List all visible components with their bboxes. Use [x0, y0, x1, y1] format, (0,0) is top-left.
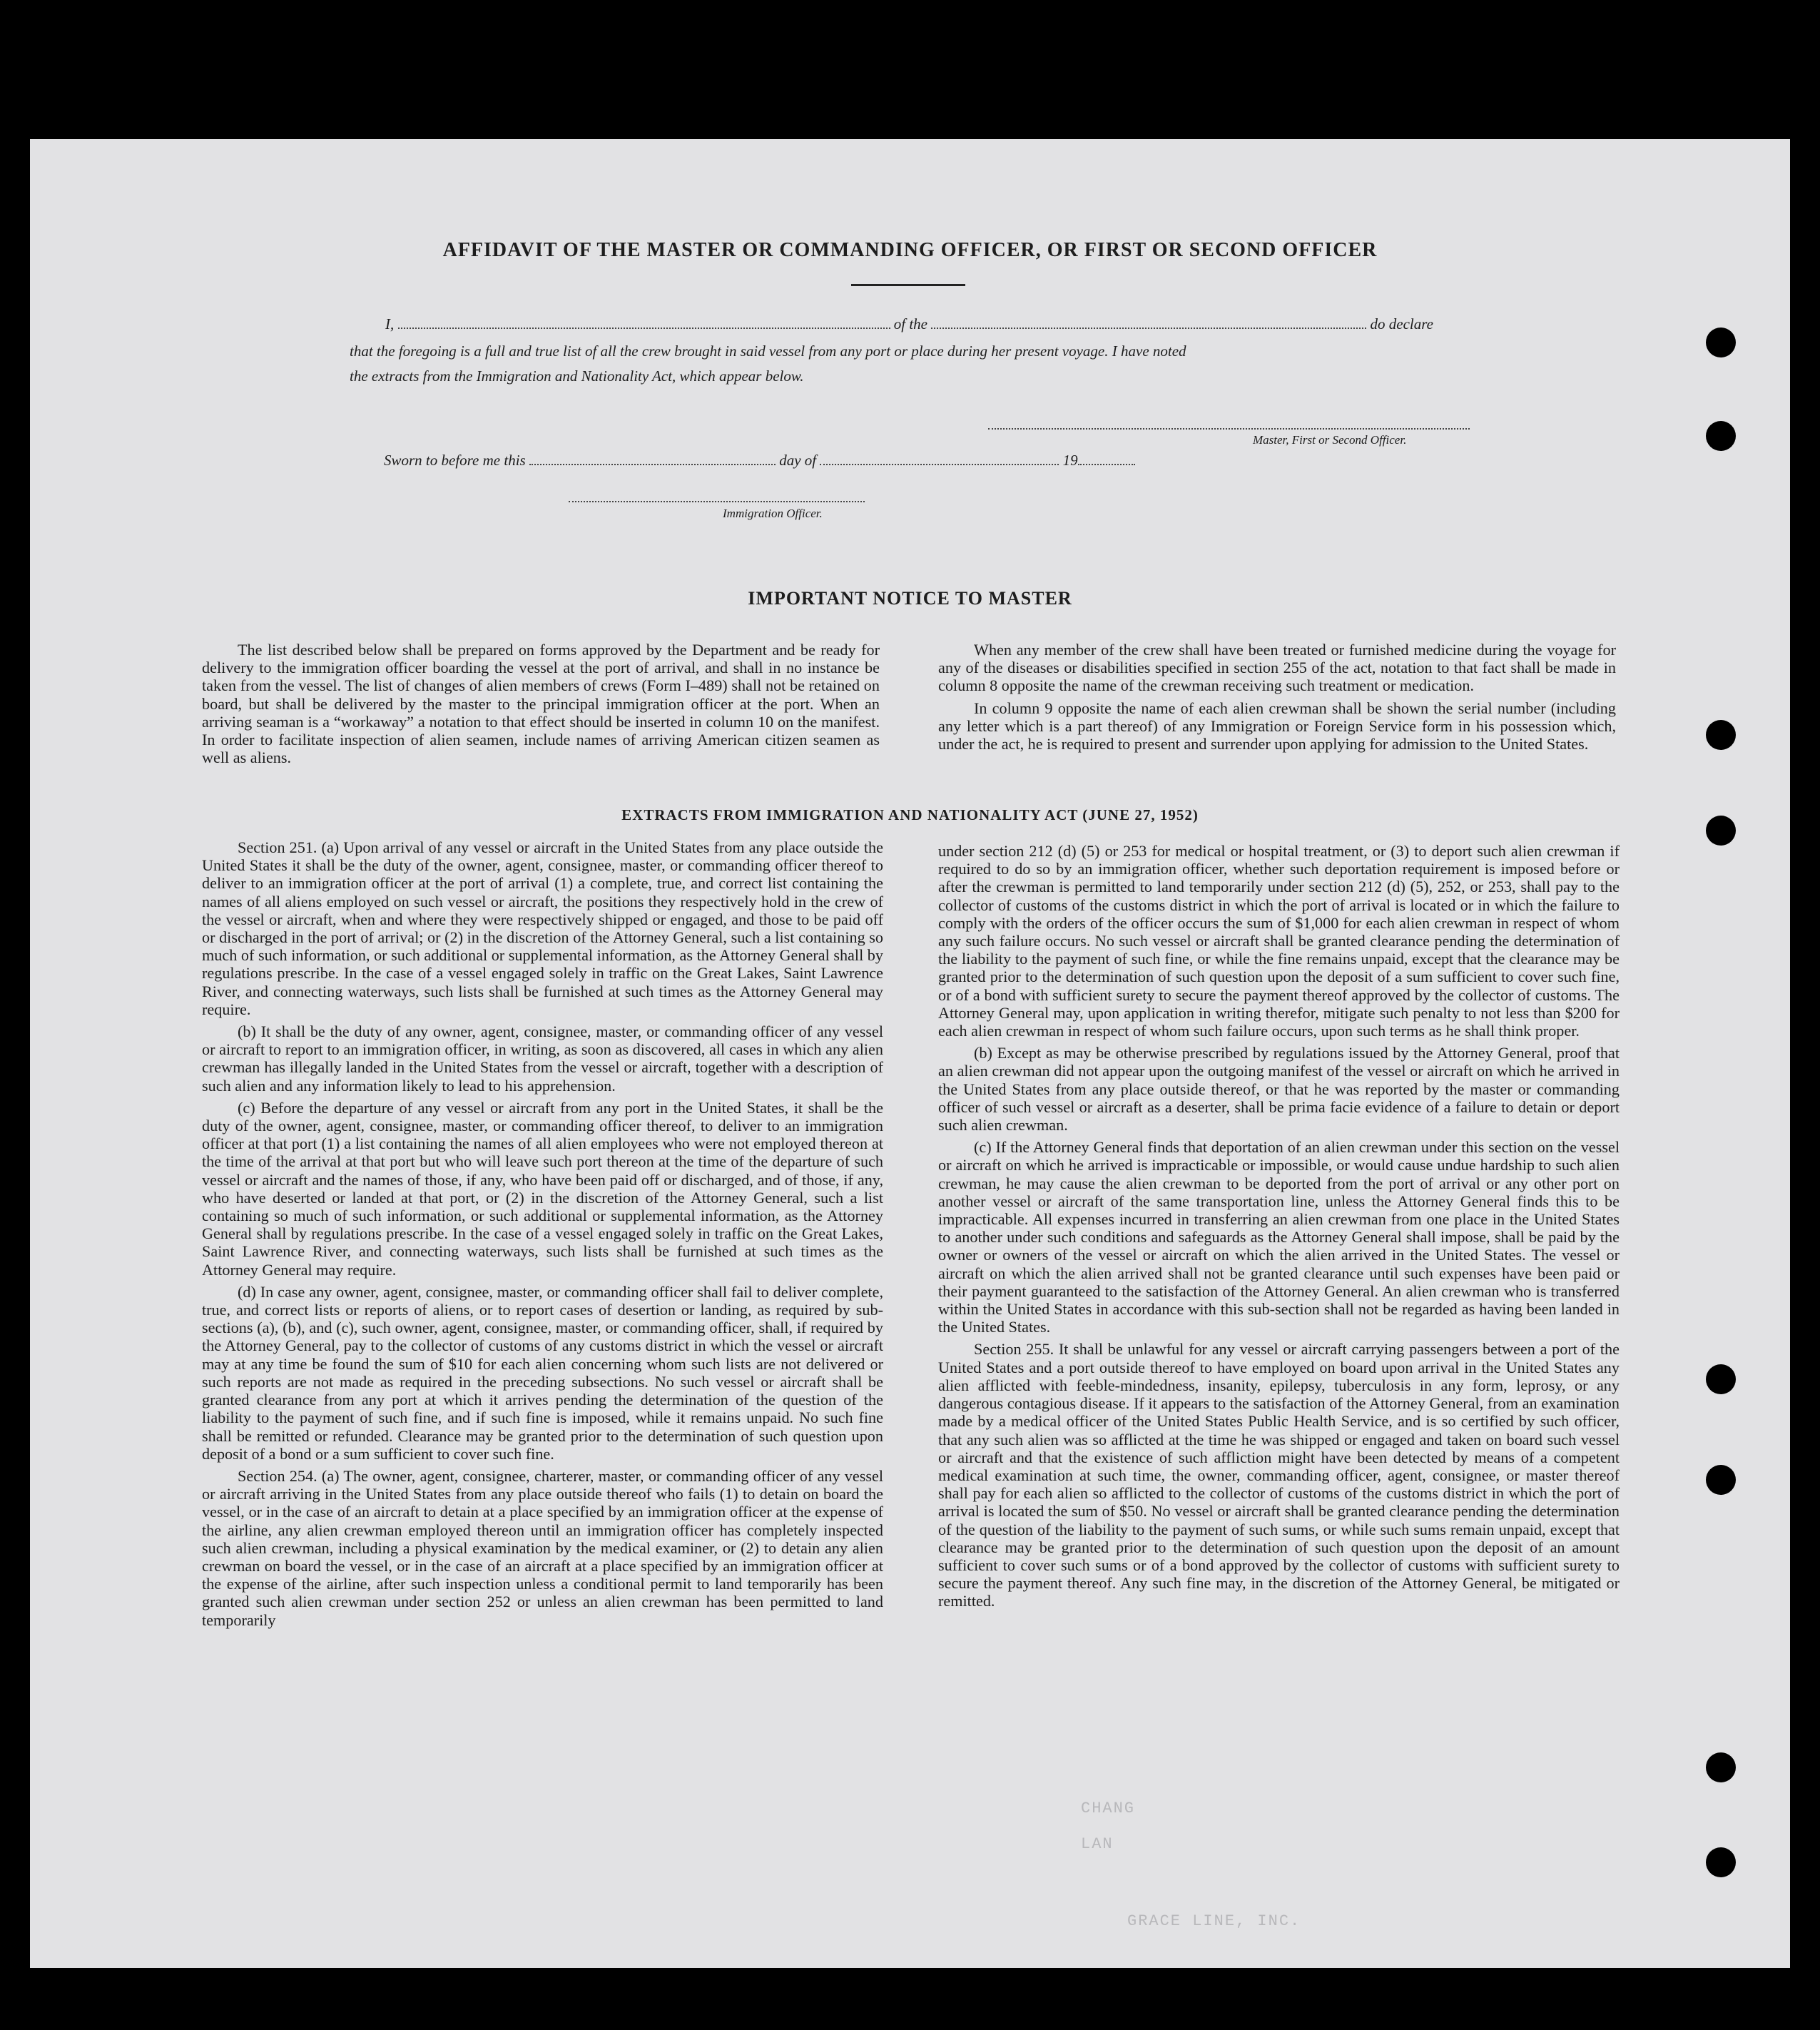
extract-paragraph: Section 255. It shall be unlawful for any vessel or aircraft carrying passengers between a port of the United States and a port outside thereof to have employed on board upon arrival in the United States any alien afflicted with feeble-mindedness, insanity, epilepsy, tuberculosis in any form, leprosy, or any dangerous contagious disease. If it appears to the satisfaction of the Attorney General, from an examination made by a medical officer of the United States Public Health Service, and is so certified by such officer, that any such alien was so afflicted at the time he was shipped or engaged and taken on board such vessel or aircraft and that the existence of such affliction might have been detected by means of a competent medical examination at such time, the owner, commanding officer, agent, consignee, or master thereof shall pay for each alien so afflicted to the collector of customs of the customs district in which the port of arrival is located the sum of $50. No vessel or aircraft shall be granted clearance pending the determination of the question of the liability to the payment of such sums, or while such sums remain unpaid, except that clearance may be granted prior to the determination of such question upon the deposit of an amount sufficient to cover such sums or of a bond approved by the collector of customs with sufficient surety to secure the payment thereof. Any such fine may, in the discretion of the Attorney General, be mitigated or remitted.: [938, 1340, 1620, 1610]
extract-paragraph: (d) In case any owner, agent, consignee, master, or commanding officer shall fail to deliver complete, true, and correct lists or reports of aliens, or to report cases of desertion or landing, as required by sub-sections (a), (b), and (c), such owner, agent, consignee, master, or commanding officer, shall, if required by the Attorney General, pay to the collector of customs of any customs district in which the vessel or aircraft may at any time be found the sum of $10 for each alien concerning whom such lists are not delivered or such reports are not made as required in the preceding subsections. No such vessel or aircraft shall be granted clearance from any port at which it arrives pending the determination of the question of the liability to the payment of such fine, and if such fine is imposed, while it remains unpaid. No such fine shall be remitted or refunded. Clearance may be granted prior to the determination of such question upon deposit of a bond or a sum sufficient to cover such fine.: [202, 1282, 883, 1463]
affidavit-title: AFFIDAVIT OF THE MASTER OR COMMANDING OFFICER, OR FIRST OR SECOND OFFICER: [442, 239, 1378, 261]
sworn-year-field[interactable]: [1078, 464, 1135, 465]
binder-hole: [1706, 1752, 1736, 1782]
binder-hole: [1706, 1364, 1736, 1394]
sworn-label: Sworn to before me this: [384, 452, 526, 469]
i-label: I,: [385, 315, 395, 333]
show-through-text: LAN: [1081, 1835, 1114, 1853]
title-rule: [851, 284, 965, 286]
master-signature-label: Master, First or Second Officer.: [1253, 433, 1407, 447]
notice-title: IMPORTANT NOTICE TO MASTER: [748, 588, 1072, 609]
notice-paragraph: In column 9 opposite the name of each alien crewman shall be shown the serial number (including any letter which is a part thereof) of any Immigration or Foreign Service form in his possession which, under the act, he is required to present and surrender upon applying for admission to the United States.: [938, 699, 1616, 753]
extracts-title: EXTRACTS FROM IMMIGRATION AND NATIONALITY ACT (JUNE 27, 1952): [621, 806, 1199, 823]
day-of-label: day of: [779, 452, 817, 469]
master-signature-field[interactable]: [988, 420, 1470, 430]
extracts-left-column: [202, 838, 883, 1633]
notice-paragraph: When any member of the crew shall have been treated or furnished medicine during the voyage for any of the diseases or disabilities specified in section 255 of the act, notation to that fact shall be made in column 8 opposite the name of the crewman receiving such treatment or medication.: [938, 641, 1616, 695]
extract-paragraph: Section 251. (a) Upon arrival of any vessel or aircraft in the United States from any place outside the United States it shall be the duty of the owner, agent, consignee, master, or commanding officer thereof to deliver to an immigration officer at the port of arrival (1) a complete, true, and correct list containing the names of all aliens employed on such vessel or aircraft, the positions they respectively hold in the crew of the vessel or aircraft, when and where they were respectively shipped or engaged, and those to be paid off or discharged in the port of arrival; or (2) in the discretion of the Attorney General, such a list containing so much of such information, or such additional or supplemental information, as the Attorney General shall by regulations prescribe. In the case of a vessel engaged solely in traffic on the Great Lakes, Saint Lawrence River, and connecting waterways, such lists shall be furnished at such times as the Attorney General may require.: [202, 838, 883, 1018]
officer-signature-label: Immigration Officer.: [723, 507, 823, 520]
do-declare-label: do declare: [1370, 315, 1433, 333]
vessel-name-field[interactable]: [931, 328, 1366, 329]
extract-paragraph: Section 254. (a) The owner, agent, consignee, charterer, master, or commanding officer of any vessel or aircraft arriving in the United States from any place outside thereof who fails (1) to detain on board the vessel, or in the case of an aircraft to detain at a place specified by an immigration officer at the expense of the airline, any alien crewman employed thereon until an immigration officer has completely inspected such alien crewman, including a physical examination by the medical examiner, or (2) to detain any alien crewman on board the vessel, or in the case of an aircraft at a place specified by an immigration officer at the expense of the airline, after such inspection unless a conditional permit to land temporarily has been granted such alien crewman under section 252 or unless an alien crewman has been permitted to land temporarily: [202, 1466, 883, 1629]
show-through-text: CHANG: [1081, 1800, 1136, 1817]
sworn-line: [384, 452, 1135, 470]
extract-paragraph: (c) Before the departure of any vessel or aircraft from any port in the United States, it shall be the duty of the owner, agent, consignee, master, or commanding officer thereof, to deliver to an immigration officer at that port (1) a list containing the names of all alien employees who were not employed thereon at the time of the arrival at that port but who will leave such port thereon at the time of the departure of such vessel or aircraft and the names of those, if any, who have been paid off or discharged, and of those, if any, who have deserted or landed at that port, or (2) in the discretion of the Attorney General, such a list containing so much of such information, or such additional or supplemental information, as the Attorney General shall by regulations prescribe. In the case of a vessel engaged solely in traffic on the Great Lakes, Saint Lawrence River, and connecting waterways, such lists shall be furnished at such times as the Attorney General may require.: [202, 1098, 883, 1279]
officer-signature-field[interactable]: [569, 492, 865, 502]
notice-paragraph: The list described below shall be prepared on forms approved by the Department and be ready for delivery to the immigration officer boarding the vessel at the port of arrival, and shall in no instance be taken from the vessel. The list of changes of alien members of crews (Form I–489) shall not be retained on board, but shall be delivered by the master to the principal immigration officer at the port. When an arriving seaman is a “workaway” a notation to that effect should be inserted in column 10 on the manifest. In order to facilitate inspection of alien seamen, include names of arriving American citizen seamen as well as aliens.: [202, 641, 880, 767]
extract-paragraph: (b) It shall be the duty of any owner, agent, consignee, master, or commanding officer of any vessel or aircraft to report to an immigration officer, in writing, as soon as discovered, all cases in which any alien crewman has illegally landed in the United States from the vessel or aircraft, together with a description of such alien and any information likely to lead to his apprehension.: [202, 1022, 883, 1095]
extract-paragraph: under section 212 (d) (5) or 253 for medical or hospital treatment, or (3) to deport such alien crewman if required to do so by an immigration officer, whether such deportation requirement is imposed before or after the crewman is permitted to land temporarily under section 212 (d) (5), 252, or 253, shall pay to the collector of customs of the customs district in which the port of arrival is located or in which the failure to comply with the orders of the officer occurs the sum of $1,000 for each alien crewman in respect of whom any such failure occurs. No such vessel or aircraft shall be granted clearance pending the determination of the liability to the payment of such fine, or while the fine remains unpaid, except that the clearance may be granted prior to the determination of such question upon the deposit of a sum sufficient to cover such fine, or of a bond with sufficient surety to secure the payment thereof approved by the collector of customs. The Attorney General may, upon application in writing therefor, mitigate such penalty to not less than $200 for each alien crewman in respect of whom such failure occurs, upon such terms as he shall think proper.: [938, 842, 1620, 1040]
declarant-name-field[interactable]: [398, 328, 890, 329]
of-the-label: of the: [893, 315, 927, 333]
notice-left-column: [202, 641, 880, 771]
extract-paragraph: (c) If the Attorney General finds that deportation of an alien crewman under this section on the vessel or aircraft on which he arrived is impracticable or impossible, or would cause undue hardship to such alien crewman, he may cause the alien crewman to be deported from the port of arrival or any other port on another vessel or aircraft of the same transportation line, unless the Attorney General finds this to be impracticable. All expenses incurred in transferring an alien crewman from one place in the United States to another under such conditions and safeguards as the Attorney General shall impose, shall be paid by the owner or owners of the vessel or aircraft on which the alien arrived in the United States. The vessel or aircraft on which the alien arrived shall not be granted clearance until such expenses have been paid or their payment guaranteed to the satisfaction of the Attorney General. An alien crewman who is transferred within the United States in accordance with this sub-section shall not be regarded as having been landed in the United States.: [938, 1138, 1620, 1336]
binder-hole: [1706, 720, 1736, 750]
binder-hole: [1706, 1847, 1736, 1877]
notice-right-column: [938, 641, 1616, 757]
declaration-line: [385, 315, 1470, 333]
year-prefix: 19: [1062, 452, 1078, 469]
sworn-day-field[interactable]: [529, 464, 776, 465]
declaration-statement-2: the extracts from the Immigration and Nationality Act, which appear below.: [350, 367, 804, 385]
show-through-text: GRACE LINE, INC.: [1127, 1912, 1301, 1930]
binder-hole: [1706, 1465, 1736, 1495]
extracts-right-column: [938, 842, 1620, 1615]
binder-hole: [1706, 421, 1736, 451]
declaration-statement-1: that the foregoing is a full and true list of all the crew brought in said vessel from any port or place during her present voyage. I have noted: [350, 342, 1186, 360]
sworn-month-field[interactable]: [820, 464, 1059, 465]
binder-hole: [1706, 328, 1736, 357]
extract-paragraph: (b) Except as may be otherwise prescribed by regulations issued by the Attorney General, proof that an alien crewman did not appear upon the outgoing manifest of the vessel or aircraft on which he arrived in the United States from any place outside thereof, or that he was reported by the master or commanding officer of such vessel or aircraft as a deserter, shall be prima facie evidence of a failure to detain or deport such alien crewman.: [938, 1044, 1620, 1135]
